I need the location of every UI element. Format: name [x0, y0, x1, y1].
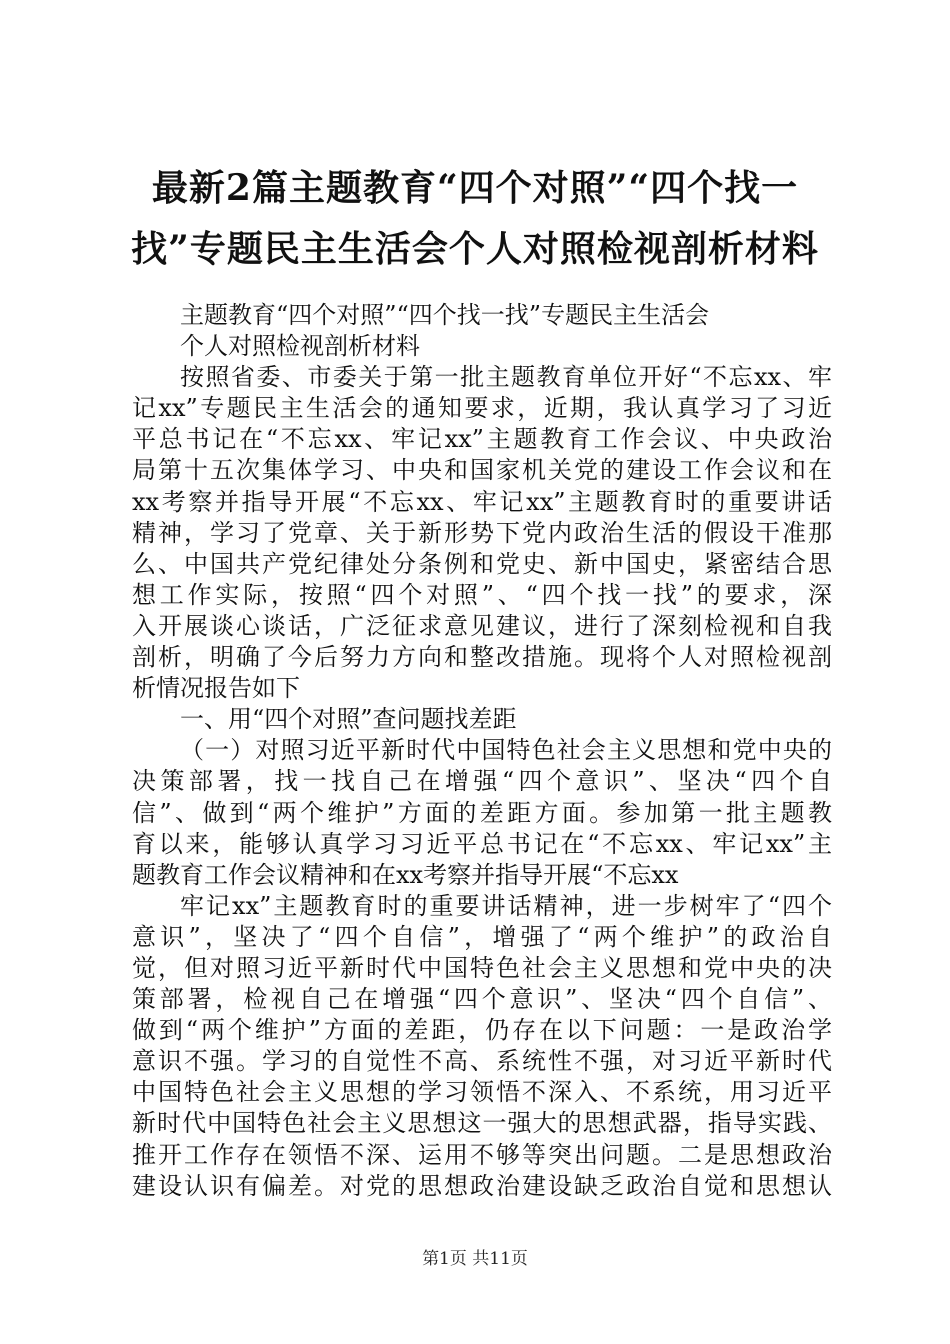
body-text-line: 析情况报告如下 — [132, 674, 300, 703]
body-text-line: 剖析，明确了今后努力方向和整改措施。现将个人对照检视剖 — [132, 643, 832, 672]
body-text-line: 平总书记在“不忘xx、牢记xx”主题教育工作会议、中央政治 — [132, 425, 832, 454]
body-text-line: 新时代中国特色社会主义思想这一强大的思想武器，指导实践、 — [132, 1109, 832, 1138]
body-text-line: 题教育工作会议精神和在xx考察并指导开展“不忘xx — [132, 860, 679, 889]
body-text-line: xx考察并指导开展“不忘xx、牢记xx”主题教育时的重要讲话 — [132, 487, 832, 516]
body-text-line: 策部署，检视自己在增强“四个意识”、坚决“四个自信”、 — [132, 985, 832, 1014]
body-text-line: 一、用“四个对照”查问题找差距 — [180, 705, 517, 734]
body-text-line: 意识”，坚决了“四个自信”，增强了“两个维护”的政治自 — [132, 922, 832, 951]
document-title-line-1: 最新2篇主题教育“四个对照”“四个找一 — [151, 167, 799, 209]
body-text-line: 决策部署，找一找自己在增强“四个意识”、坚决“四个自 — [132, 767, 832, 796]
body-text-line: 做到“两个维护”方面的差距，仍存在以下问题：一是政治学 — [132, 1016, 832, 1045]
body-text-line: 想工作实际，按照“四个对照”、“四个找一找”的要求，深 — [132, 580, 832, 609]
body-text-line: （一）对照习近平新时代中国特色社会主义思想和党中央的 — [180, 736, 832, 765]
body-text-line: 入开展谈心谈话，广泛征求意见建议，进行了深刻检视和自我 — [132, 611, 832, 640]
body-text-line: 育以来，能够认真学习习近平总书记在“不忘xx、牢记xx”主 — [132, 829, 832, 858]
body-text-line: 么、中国共产党纪律处分条例和党史、新中国史，紧密结合思 — [132, 549, 832, 578]
body-text-line: 觉，但对照习近平新时代中国特色社会主义思想和党中央的决 — [132, 953, 832, 982]
body-text-line: 个人对照检视剖析材料 — [180, 332, 420, 361]
document-body — [132, 300, 832, 1202]
page-footer: 第1页 共11页 — [422, 1249, 528, 1269]
body-text-line: 信”、做到“两个维护”方面的差距方面。参加第一批主题教 — [132, 798, 832, 827]
body-text-line: 主题教育“四个对照”“四个找一找”专题民主生活会 — [180, 301, 710, 329]
body-text-line: 记xx”专题民主生活会的通知要求，近期，我认真学习了习近 — [132, 394, 832, 423]
body-text-line: 中国特色社会主义思想的学习领悟不深入、不系统，用习近平 — [132, 1078, 832, 1107]
body-text-line: 建设认识有偏差。对党的思想政治建设缺乏政治自觉和思想认 — [132, 1171, 832, 1200]
body-text-line: 按照省委、市委关于第一批主题教育单位开好“不忘xx、牢 — [180, 363, 832, 392]
body-text-line: 推开工作存在领悟不深、运用不够等突出问题。二是思想政治 — [132, 1140, 832, 1169]
body-text-line: 牢记xx”主题教育时的重要讲话精神，进一步树牢了“四个 — [180, 891, 832, 920]
document-title-line-2: 找”专题民主生活会个人对照检视剖析材料 — [131, 228, 819, 270]
body-text-line: 局第十五次集体学习、中央和国家机关党的建设工作会议和在 — [132, 456, 832, 485]
body-text-line: 意识不强。学习的自觉性不高、系统性不强，对习近平新时代 — [132, 1047, 832, 1076]
body-text-line: 精神，学习了党章、关于新形势下党内政治生活的假设干准那 — [132, 518, 832, 547]
